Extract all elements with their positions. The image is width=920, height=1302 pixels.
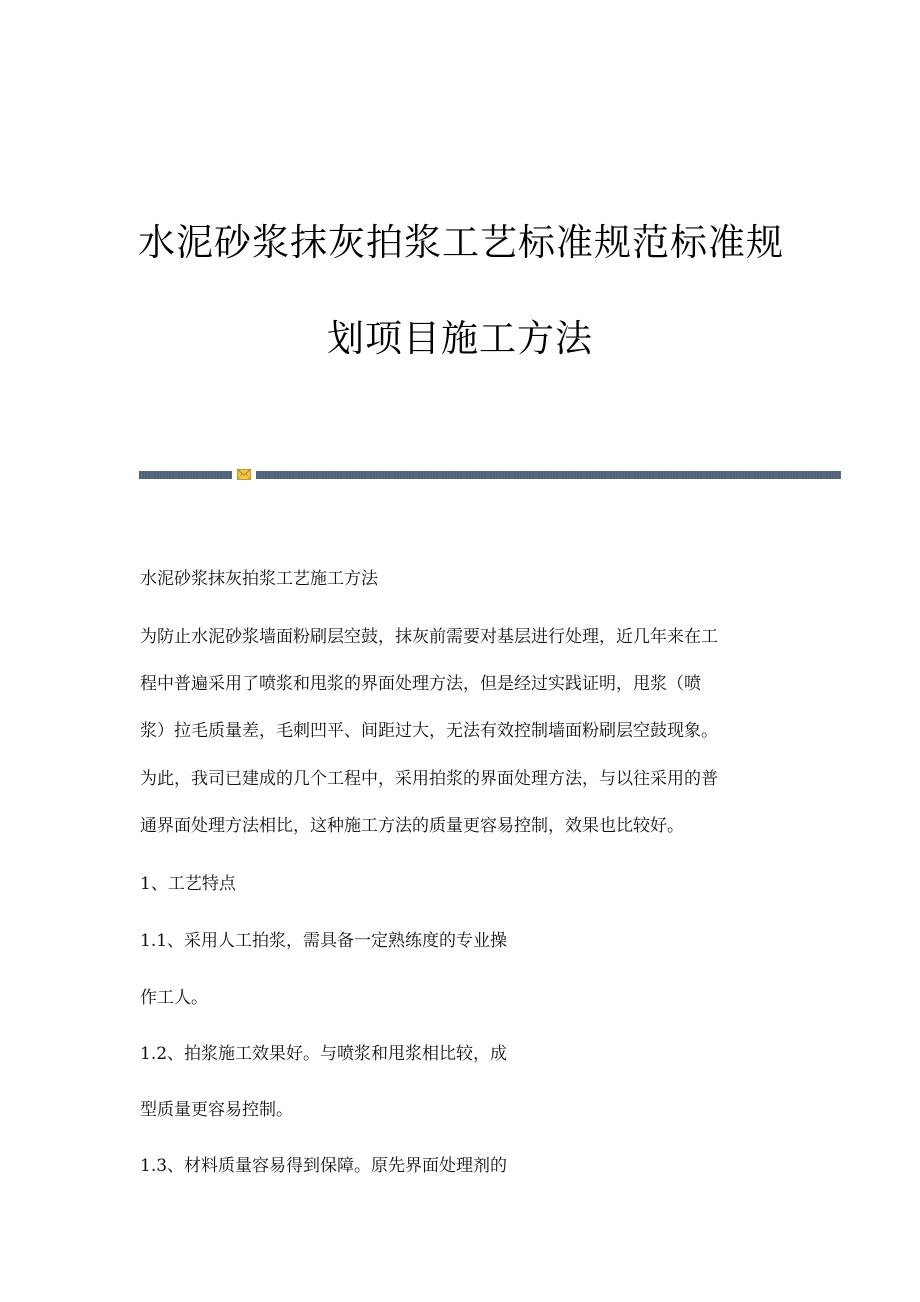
paragraph-line: 程中普遍采用了喷浆和甩浆的界面处理方法，但是经过实践证明，甩浆（喷 — [140, 674, 701, 694]
divider-bar-right — [256, 471, 841, 479]
title-divider — [139, 471, 841, 479]
paragraph-line: 通界面处理方法相比，这种施工方法的质量更容易控制，效果也比较好。 — [140, 816, 684, 836]
paragraph-line: 为防止水泥砂浆墙面粉刷层空鼓，抹灰前需要对基层进行处理，近几年来在工 — [140, 627, 718, 647]
document-title-line-1: 水泥砂浆抹灰拍浆工艺标准规范标准规 — [138, 221, 784, 264]
list-item-line: 作工人。 — [140, 988, 208, 1008]
document-title-line-2: 划项目施工方法 — [327, 317, 593, 360]
list-item-line: 1.2、拍浆施工效果好。与喷浆和甩浆相比较，成 — [140, 1044, 508, 1064]
paragraph-line: 为此，我司已建成的几个工程中，采用拍浆的界面处理方法，与以往采用的普 — [140, 769, 718, 789]
list-item-line: 型质量更容易控制。 — [140, 1100, 293, 1120]
paragraph-line: 浆）拉毛质量差，毛刺凹平、间距过大，无法有效控制墙面粉刷层空鼓现象。 — [140, 721, 718, 741]
list-heading: 1、工艺特点 — [140, 874, 236, 894]
list-item-line: 1.3、材料质量容易得到保障。原先界面处理剂的 — [140, 1156, 508, 1176]
envelope-icon — [237, 469, 251, 480]
list-item-line: 1.1、采用人工拍浆，需具备一定熟练度的专业操 — [140, 931, 508, 951]
divider-bar-left — [139, 471, 232, 479]
section-heading: 水泥砂浆抹灰拍浆工艺施工方法 — [140, 569, 378, 589]
